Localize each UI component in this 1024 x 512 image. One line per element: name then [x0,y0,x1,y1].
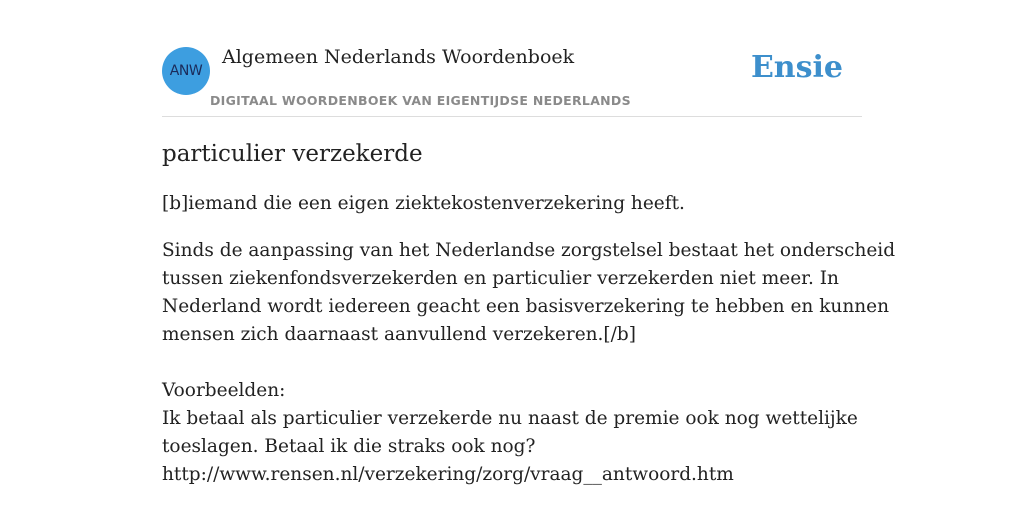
example-line: Ik betaal als particulier verzekerde nu naast de premie ook nog wettelijke [162,408,858,429]
examples-label: Voorbeelden: [162,380,286,401]
anw-logo[interactable]: ANW [162,47,210,95]
entry-content [162,138,896,508]
explanation-line: Nederland wordt iedereen geacht een basisverzekering te hebben en kunnen [162,296,890,317]
example-line: toeslagen. Betaal ik die straks ook nog? [162,436,536,457]
explanation-line: Sinds de aanpassing van het Nederlandse zorgstelsel bestaat het onderscheid [162,240,896,261]
site-header [162,40,862,117]
entry-headword: particulier verzekerde [162,141,423,167]
paragraph-spacer [162,349,862,377]
explanation-line: tussen ziekenfondsverzekerden en particulier verzekerden niet meer. In [162,268,839,289]
definition-line: [b]iemand die een eigen ziektekostenverzekering heeft. [162,193,685,214]
dictionary-subtitle: DIGITAAL WOORDENBOEK VAN EIGENTIJDSE NEDERLANDS [210,93,631,108]
dictionary-title: Algemeen Nederlands Woordenboek [222,46,575,68]
ensie-brand-link[interactable]: Ensie [750,50,843,85]
entry-explanation [162,237,896,489]
entry-definition [162,190,862,218]
explanation-line: mensen zich daarnaast aanvullend verzekeren.[/b] [162,324,636,345]
example-source-link: http://www.rensen.nl/verzekering/zorg/vraag__antwoord.htm [162,464,734,485]
